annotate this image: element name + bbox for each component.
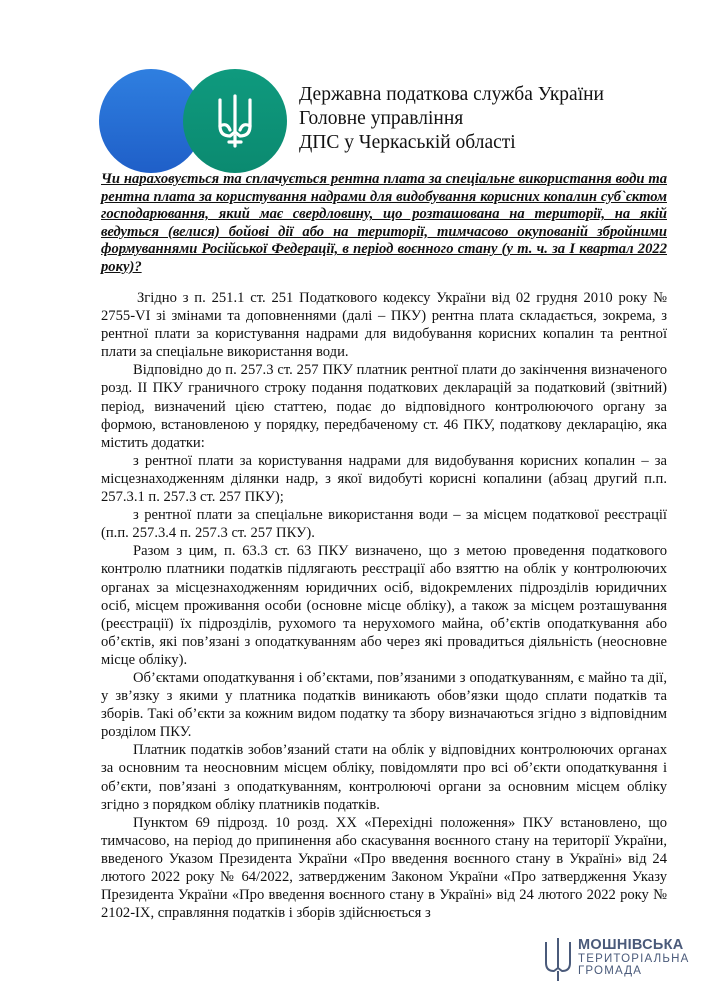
watermark-line-2: ТЕРИТОРІАЛЬНА [578,953,690,965]
paragraph: Відповідно до п. 257.3 ст. 257 ПКУ платник рентної плати до закінчення визначеного розд. ІІ ПКУ граничного строку подання податкових декларацій за податковий (звітний) період, визначений цією статтею, подає до відповідного контролюючого органу за формою, встановленою у порядку, передбаченому ст. 46 ПКУ, податкову декларацію, яка містить додатки: [101,362,667,451]
organization-name [299,83,604,155]
paragraph: Пунктом 69 підрозд. 10 розд. ХХ «Перехідні положення» ПКУ встановлено, що тимчасово, на період до припинення або скасування воєнного стану на території України, введеного Указом Президента України «Про введення воєнного стану в Україні» від 24 лютого 2022 року № 64/2022, затвердженим Законом України «Про затвердження Указу Президента України «Про введення воєнного стану в Україні» від 24 лютого 2022 року № 2102-ІХ, справляння податків і зборів здійснюється з [101,814,667,922]
paragraph: Разом з цим, п. 63.3 ст. 63 ПКУ визначено, що з метою проведення податкового контролю платники податків підлягають реєстрації або взяттю на облік у контролюючих органах за місцезнаходженням юридичних осіб, відокремлених підрозділів юридичних осіб, місцем проживання особи (основне місце обліку), а також за місцем розташування (реєстрації) їх підрозділів, рухомого та нерухомого майна, об’єктів оподаткування або об’єктів, які пов’язані з оподаткуванням або через які провадиться діяльність (неосновне місце обліку). [101,543,667,668]
paragraph: з рентної плати за користування надрами для видобування корисних копалин – за місцезнаходженням ділянки надр, з якої видобуті корисні копалини (абзац другий п.п. 257.3.1 п. 257.3 ст. 257 ПКУ); [101,452,667,506]
watermark-line-1: МОШНІВСЬКА [578,937,684,953]
org-line-2: Головне управління [299,108,464,129]
paragraph: з рентної плати за спеціальне використання води – за місцем податкової реєстрації (п.п. 257.3.4 п. 257.3 ст. 257 ПКУ). [101,507,667,542]
watermark-text [578,938,690,977]
paragraph: Згідно з п. 251.1 ст. 251 Податкового кодексу України від 02 грудня 2010 року № 2755-VI зі змінами та доповненнями (далі – ПКУ) рентна плата складається, зокрема, з рентної плати за користування надрами для видобування корисних копалин та рентної плати за спеціальне використання води. [101,290,667,361]
document-body [101,289,667,922]
org-line-1: Державна податкова служба України [299,84,604,105]
question-heading: Чи нараховується та сплачується рентна плата за спеціальне використання води та рентна плата за користування надрами для видобування корисних копалин суб`єктом господарювання, який має свердловину, що розташована на території, на якій ведуться (велися) бойові дії або на території, тимчасово окупованій збройними формуваннями Російської Федерації, в період воєнного стану (у т. ч. за І квартал 2022 року)? [101,171,667,275]
org-line-3: ДПС у Черкаській області [299,132,516,153]
paragraph: Платник податків зобов’язаний стати на облік у відповідних контролюючих органах за основним та неосновним місцем обліку, повідомляти про всі об’єкти оподаткування і об’єкти, пов’язані з оподаткуванням, контролюючі органи за основним місцем обліку згідно з порядком обліку платників податків. [101,742,667,813]
trident-icon [212,92,258,150]
paragraph: Об’єктами оподаткування і об’єктами, пов’язаними з оподаткуванням, є майно та дії, у зв’язку з якими у платника податків виникають обов’язки щодо сплати податків та зборів. Такі об’єкти за кожним видом податку та збору визначаються згідно з відповідним розділом ПКУ. [101,669,667,741]
watermark-line-3: ГРОМАДА [578,965,643,977]
